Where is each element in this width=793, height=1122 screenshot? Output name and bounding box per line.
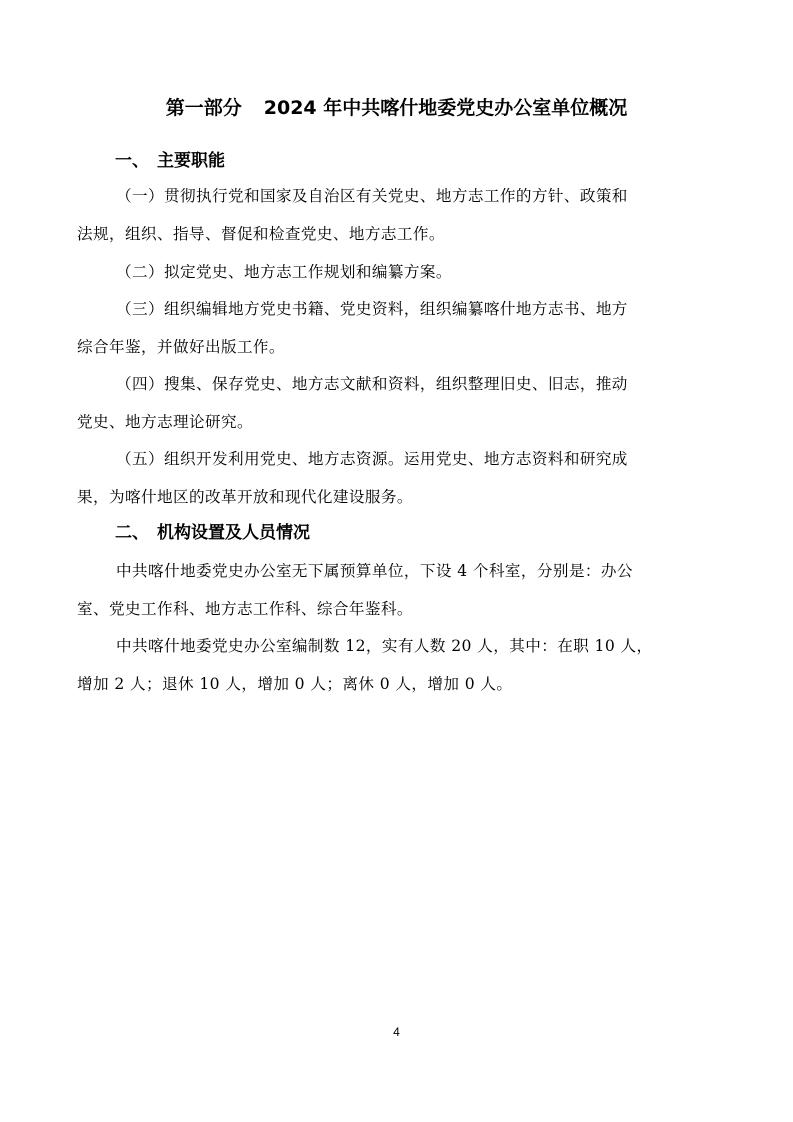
- page-number: 4: [393, 1025, 400, 1039]
- paragraph-line: （五）组织开发利用党史、地方志资源。运用党史、地方志资料和研究成: [116, 450, 628, 468]
- section-heading-text: 机构设置及人员情况: [157, 523, 310, 543]
- section-heading-organization: [115, 520, 310, 546]
- paragraph-organization-1: [77, 552, 718, 628]
- paragraph-line: 中共喀什地委党史办公室编制数 12，实有人数 20 人，其中：在职 10 人，: [116, 637, 653, 655]
- paragraph-line: 综合年鉴，并做好出版工作。: [77, 338, 285, 356]
- paragraph-line: 中共喀什地委党史办公室无下属预算单位，下设 4 个科室，分别是：办公: [116, 562, 633, 580]
- section-number: 二、: [115, 523, 149, 543]
- section-heading-text: 主要职能: [157, 151, 225, 171]
- paragraph-line: 增加 2 人；退休 10 人，增加 0 人；离休 0 人，增加 0 人。: [77, 675, 513, 693]
- paragraph-line: 法规，组织、指导、督促和检查党史、地方志工作。: [77, 225, 445, 243]
- paragraph-line: （三）组织编辑地方党史书籍、党史资料，组织编纂喀什地方志书、地方: [116, 300, 628, 318]
- paragraph-line: （二）拟定党史、地方志工作规划和编纂方案。: [116, 263, 452, 281]
- paragraph-line: 党史、地方志理论研究。: [77, 413, 253, 431]
- section-number: 一、: [115, 151, 149, 171]
- paragraph-line: （四）搜集、保存党史、地方志文献和资料，组织整理旧史、旧志，推动: [116, 375, 628, 393]
- paragraph-function-1: [77, 177, 718, 253]
- title-part-label: 第一部分: [165, 97, 242, 119]
- paragraph-function-2: [77, 253, 718, 291]
- paragraph-line: （一）贯彻执行党和国家及自治区有关党史、地方志工作的方针、政策和: [116, 187, 628, 205]
- paragraph-line: 室、党史工作科、地方志工作科、综合年鉴科。: [77, 600, 413, 618]
- section-heading-main-functions: [115, 148, 225, 174]
- page-title: [0, 94, 793, 122]
- paragraph-function-3: [77, 290, 718, 366]
- paragraph-function-4: [77, 365, 718, 441]
- title-main-text: 2024 年中共喀什地委党史办公室单位概况: [263, 97, 628, 119]
- paragraph-function-5: [77, 440, 718, 516]
- paragraph-line: 果，为喀什地区的改革开放和现代化建设服务。: [77, 488, 413, 506]
- paragraph-organization-2: [77, 627, 718, 703]
